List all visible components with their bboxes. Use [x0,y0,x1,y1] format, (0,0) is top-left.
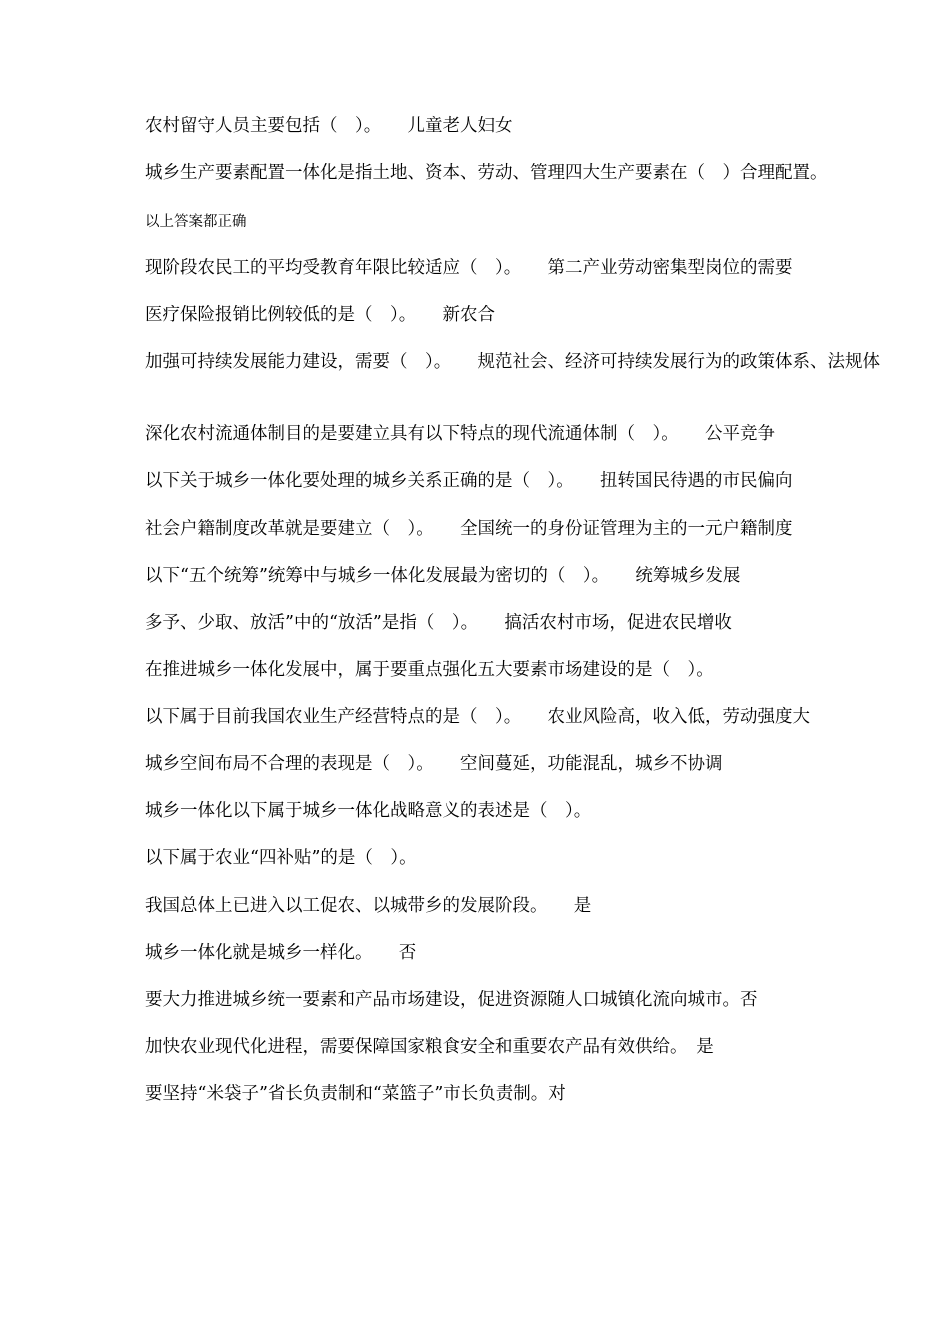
text-line: 医疗保险报销比例较低的是（ ）。 新农合 [145,305,495,325]
text-line: 城乡生产要素配置一体化是指土地、资本、劳动、管理四大生产要素在（ ）合理配置。 [145,163,828,183]
text-line: 以上答案都正确 [145,214,247,230]
text-line: 以下“五个统筹”统筹中与城乡一体化发展最为密切的（ ）。 统筹城乡发展 [145,566,741,586]
text-line: 要坚持“米袋子”省长负责制和“菜篮子”市长负责制。对 [145,1084,566,1104]
text-line: 现阶段农民工的平均受教育年限比较适应（ ）。 第二产业劳动密集型岗位的需要 [145,258,793,278]
text-line: 加快农业现代化进程，需要保障国家粮食安全和重要农产品有效供给。 是 [145,1037,714,1057]
text-line: 以下关于城乡一体化要处理的城乡关系正确的是（ ）。 扭转国民待遇的市民偏向 [145,471,793,491]
text-line: 多予、少取、放活”中的“放活”是指（ ）。 搞活农村市场，促进农民增收 [145,613,732,633]
text-line: 农村留守人员主要包括（ ）。 儿童老人妇女 [145,116,513,136]
text-line: 加强可持续发展能力建设，需要（ ）。 规范社会、经济可持续发展行为的政策体系、法规体 [145,352,880,372]
text-line: 城乡一体化就是城乡一样化。 否 [145,943,417,963]
text-line: 社会户籍制度改革就是要建立（ ）。 全国统一的身份证管理为主的一元户籍制度 [145,519,793,539]
text-line: 以下属于农业“四补贴”的是（ ）。 [145,848,417,868]
text-line: 城乡一体化以下属于城乡一体化战略意义的表述是（ ）。 [145,801,592,821]
text-line: 我国总体上已进入以工促农、以城带乡的发展阶段。 是 [145,896,592,916]
text-line: 深化农村流通体制目的是要建立具有以下特点的现代流通体制（ ）。 公平竞争 [145,424,775,444]
text-line: 要大力推进城乡统一要素和产品市场建设，促进资源随人口城镇化流向城市。否 [145,990,758,1010]
text-line: 城乡空间布局不合理的表现是（ ）。 空间蔓延，功能混乱，城乡不协调 [145,754,723,774]
text-line: 以下属于目前我国农业生产经营特点的是（ ）。 农业风险高，收入低，劳动强度大 [145,707,810,727]
text-line: 在推进城乡一体化发展中，属于要重点强化五大要素市场建设的是（ ）。 [145,660,714,680]
